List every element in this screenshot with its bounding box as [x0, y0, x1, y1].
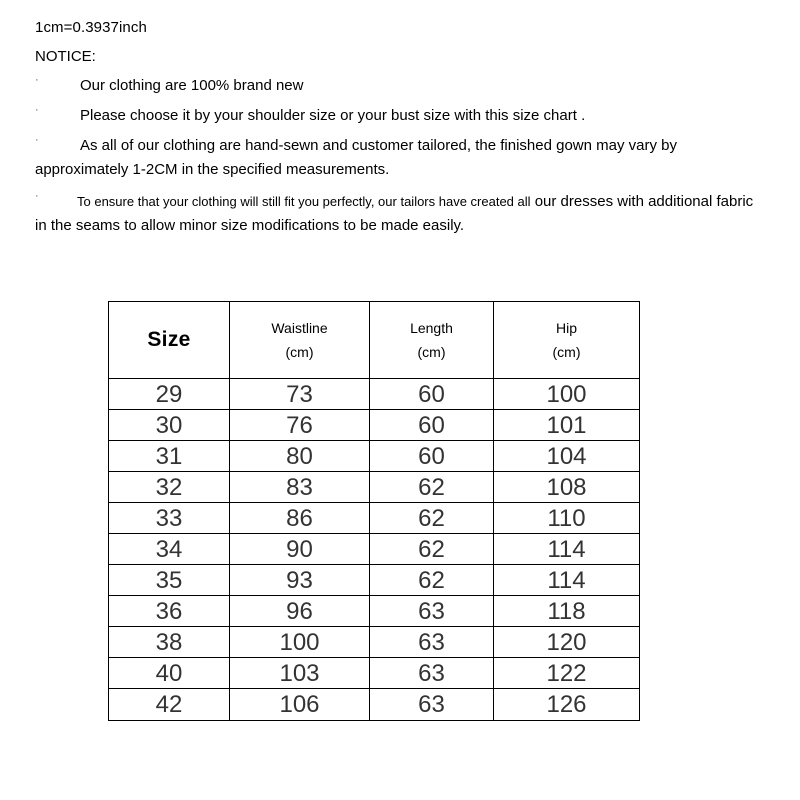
table-row	[109, 565, 640, 596]
waistline-cell: 100	[230, 627, 370, 658]
notice-text: our dresses with additional fabric in the seams to allow minor size modifications to be made easily.	[35, 193, 754, 234]
length-cell: 60	[370, 410, 494, 441]
notice-item	[35, 134, 755, 182]
notice-section	[35, 16, 755, 244]
size-chart-table	[108, 301, 640, 721]
column-header-waistline	[230, 302, 370, 379]
notice-text: As all of our clothing are hand-sewn and customer tailored, the finished gown may vary by approximately 1-2CM in the specified measurements.	[35, 137, 677, 178]
notice-item	[35, 190, 755, 238]
length-cell: 62	[370, 565, 494, 596]
size-cell: 34	[109, 534, 230, 565]
waistline-cell: 96	[230, 596, 370, 627]
waistline-cell: 76	[230, 410, 370, 441]
column-header-label: Hip	[555, 320, 577, 336]
table-row	[109, 627, 640, 658]
column-header-label: Length	[410, 320, 453, 336]
hip-cell: 126	[494, 689, 640, 721]
notice-text-small: To ensure that your clothing will still fit you perfectly, our tailors have created all	[77, 194, 531, 209]
size-cell: 42	[109, 689, 230, 721]
hip-cell: 120	[494, 627, 640, 658]
table-row	[109, 503, 640, 534]
waistline-cell: 83	[230, 472, 370, 503]
notice-text: Our clothing are 100% brand new	[80, 77, 304, 94]
size-cell: 30	[109, 410, 230, 441]
size-cell: 36	[109, 596, 230, 627]
hip-cell: 114	[494, 565, 640, 596]
size-cell: 40	[109, 658, 230, 689]
column-header-unit: (cm)	[417, 344, 446, 360]
column-header-unit: (cm)	[285, 344, 314, 360]
table-row	[109, 596, 640, 627]
hip-cell: 100	[494, 379, 640, 411]
waistline-cell: 93	[230, 565, 370, 596]
table-row	[109, 689, 640, 721]
unit-conversion: 1cm=0.3937inch	[35, 19, 147, 36]
hip-cell: 122	[494, 658, 640, 689]
waistline-cell: 103	[230, 658, 370, 689]
length-cell: 63	[370, 658, 494, 689]
length-cell: 63	[370, 627, 494, 658]
length-cell: 62	[370, 503, 494, 534]
notice-title: NOTICE:	[35, 48, 96, 65]
size-cell: 35	[109, 565, 230, 596]
table-row	[109, 379, 640, 411]
notice-item	[35, 104, 755, 128]
hip-cell: 118	[494, 596, 640, 627]
length-cell: 60	[370, 379, 494, 411]
length-cell: 62	[370, 472, 494, 503]
table-body	[109, 379, 640, 721]
waistline-cell: 90	[230, 534, 370, 565]
column-header-unit: (cm)	[552, 344, 581, 360]
hip-cell: 108	[494, 472, 640, 503]
hip-cell: 114	[494, 534, 640, 565]
table-row	[109, 534, 640, 565]
hip-cell: 104	[494, 441, 640, 472]
waistline-cell: 86	[230, 503, 370, 534]
length-cell: 62	[370, 534, 494, 565]
column-header-hip	[494, 302, 640, 379]
waistline-cell: 73	[230, 379, 370, 411]
size-cell: 33	[109, 503, 230, 534]
notice-item	[35, 74, 755, 98]
table-row	[109, 410, 640, 441]
table-header-row	[109, 302, 640, 379]
size-cell: 38	[109, 627, 230, 658]
column-header-size	[109, 302, 230, 379]
bullet-marker: ·	[35, 74, 39, 86]
waistline-cell: 80	[230, 441, 370, 472]
size-cell: 31	[109, 441, 230, 472]
column-header-length	[370, 302, 494, 379]
table-row	[109, 441, 640, 472]
length-cell: 60	[370, 441, 494, 472]
waistline-cell: 106	[230, 689, 370, 721]
size-cell: 32	[109, 472, 230, 503]
bullet-marker: ·	[35, 104, 39, 116]
table-row	[109, 472, 640, 503]
bullet-marker: ·	[35, 134, 39, 146]
table-row	[109, 658, 640, 689]
length-cell: 63	[370, 596, 494, 627]
hip-cell: 110	[494, 503, 640, 534]
hip-cell: 101	[494, 410, 640, 441]
bullet-marker: ·	[35, 190, 39, 202]
column-header-label: Size	[147, 328, 191, 351]
size-cell: 29	[109, 379, 230, 411]
column-header-label: Waistline	[271, 320, 328, 336]
length-cell: 63	[370, 689, 494, 721]
notice-text: Please choose it by your shoulder size or your bust size with this size chart .	[80, 107, 586, 124]
